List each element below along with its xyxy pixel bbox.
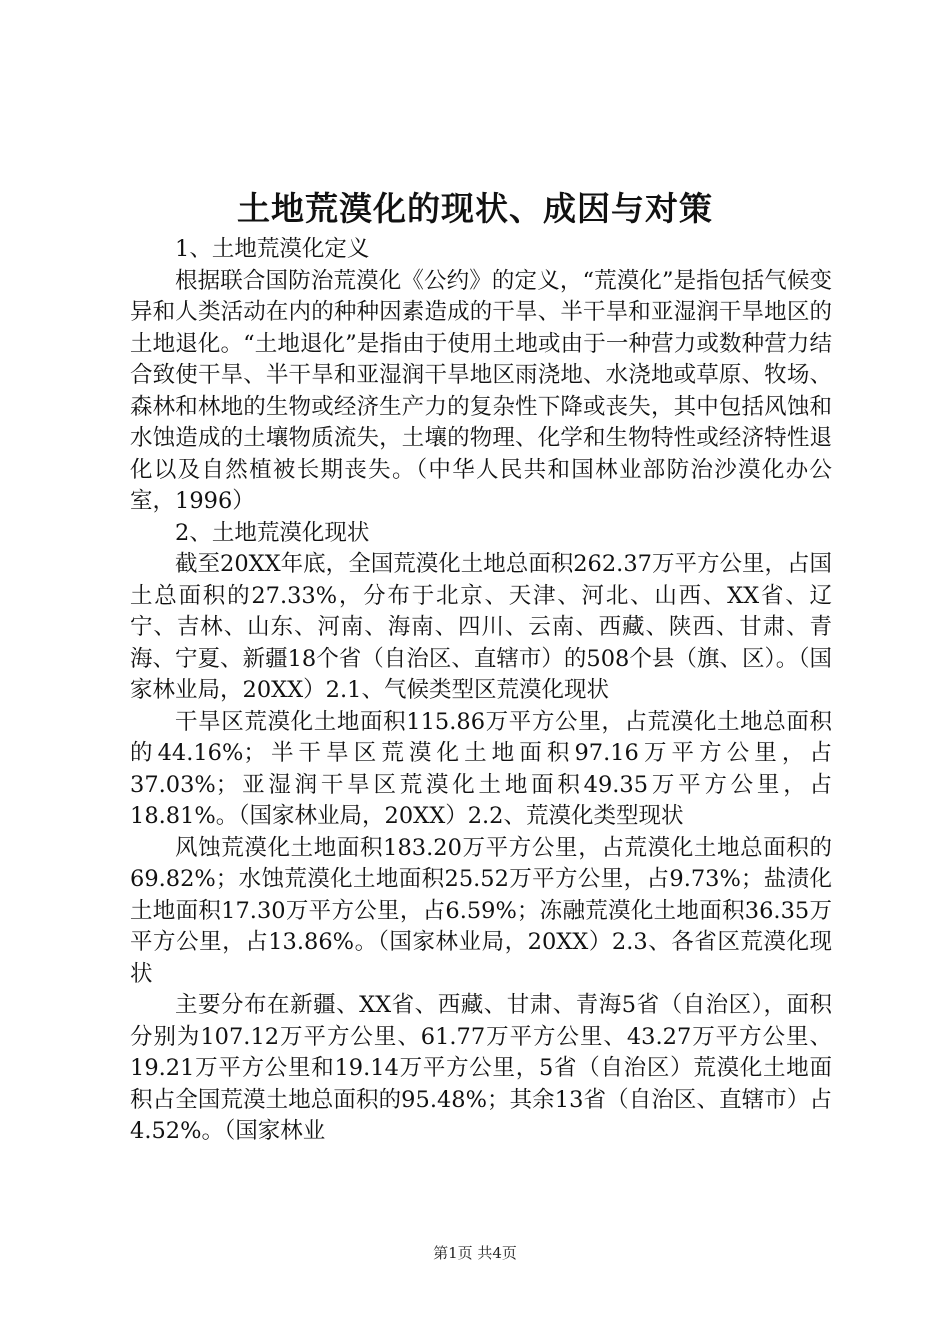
paragraph-national-status: 截至20XX年底，全国荒漠化土地总面积262.37万平方公里，占国土总面积的27.33%，分布于北京、天津、河北、山西、XX省、辽宁、吉林、山东、河南、海南、四川、云南、西藏、陕西、甘肃、青海、宁夏、新疆18个省（自治区、直辖市）的508个县（旗、区）。（国家林业局，20XX）2.1、气候类型区荒漠化现状: [130, 551, 832, 703]
section-heading-status: 2、土地荒漠化现状: [175, 519, 370, 546]
paragraph-climate-zones: 干旱区荒漠化土地面积115.86万平方公里，占荒漠化土地总面积的44.16%；半干旱区荒漠化土地面积97.16万平方公里，占37.03%；亚湿润干旱区荒漠化土地面积49.35万平方公里，占18.81%。（国家林业局，20XX）2.2、荒漠化类型现状: [130, 708, 832, 829]
paragraph-provinces: 主要分布在新疆、XX省、西藏、甘肃、青海5省（自治区），面积分别为107.12万平方公里、61.77万平方公里、43.27万平方公里、19.21万平方公里和19.14万平方公里，5省（自治区）荒漠化土地面积占全国荒漠土地总面积的95.48%；其余13省（自治区、直辖市）占4.52%。（国家林业: [130, 992, 832, 1144]
document-body: [130, 234, 832, 1148]
paragraph-definition: 根据联合国防治荒漠化《公约》的定义，“荒漠化”是指包括气候变异和人类活动在内的种种因素造成的干旱、半干旱和亚湿润干旱地区的土地退化。“土地退化”是指由于使用土地或由于一种营力或数种营力结合致使干旱、半干旱和亚湿润干旱地区雨浇地、水浇地或草原、牧场、森林和林地的生物或经济生产力的复杂性下降或丧失，其中包括风蚀和水蚀造成的土壤物质流失，土壤的物理、化学和生物特性或经济特性退化以及自然植被长期丧失。（中华人民共和国林业部防治沙漠化办公室，1996）: [130, 267, 832, 514]
section-heading-definition: 1、土地荒漠化定义: [175, 236, 370, 262]
document-title: 土地荒漠化的现状、成因与对策: [237, 189, 713, 228]
paragraph-desertification-types: 风蚀荒漠化土地面积183.20万平方公里，占荒漠化土地总面积的69.82%；水蚀荒漠化土地面积25.52万平方公里，占9.73%；盐渍化土地面积17.30万平方公里，占6.59%；冻融荒漠化土地面积36.35万平方公里，占13.86%。（国家林业局，20XX）2.3、各省区荒漠化现状: [130, 834, 832, 987]
page-footer: 第1页 共4页: [433, 1244, 517, 1262]
